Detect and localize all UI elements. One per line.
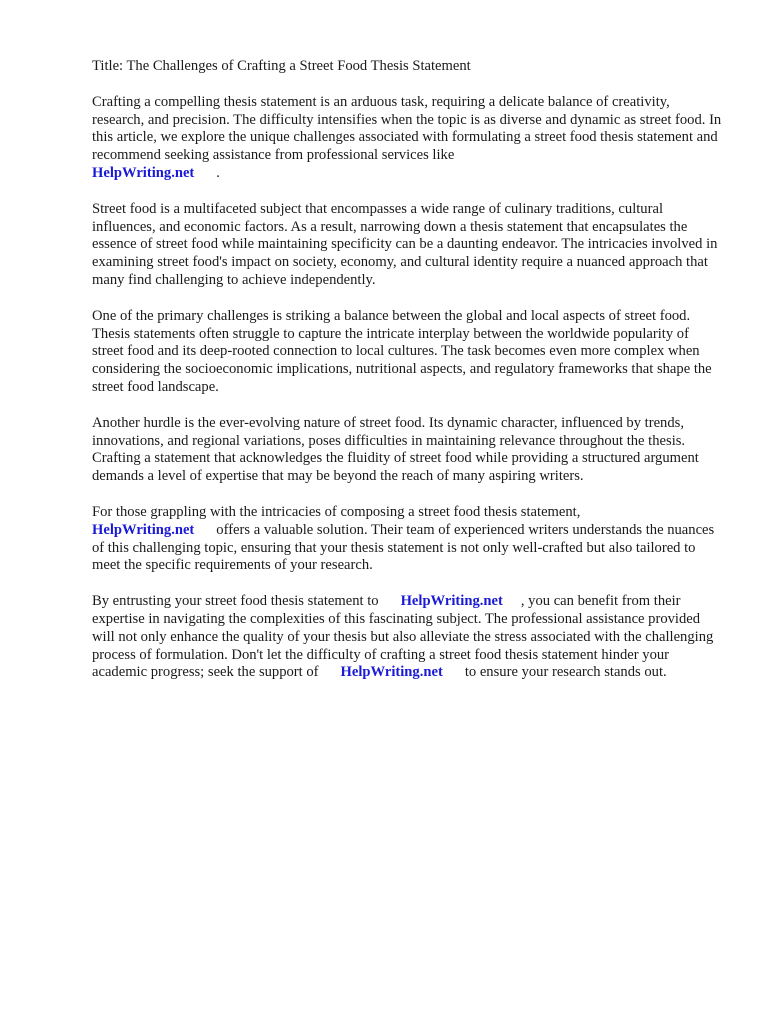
paragraph-intro-tail: . — [216, 164, 220, 181]
paragraph-intro-text: Crafting a compelling thesis statement is an arduous task, requiring a delicate balance of creativity, research, and precision. The difficulty intensifies when the topic is as diverse and dynamic as street food. In this article, we explore the unique challenges associated with formulating a street food thesis statement and recommend seeking assistance from professional services like — [92, 93, 722, 164]
paragraph-intro — [92, 94, 722, 183]
paragraph-conclusion-middle: , you can benefit from their expertise in navigating the complexities of this fascinating subject. The professional assistance provided will not only enhance the quality of your thesis but also alleviate the stress associated with the challenging process of formulation. Don't let the difficulty of crafting a street food thesis statement hinder your academic progress; seek the support of — [92, 593, 714, 681]
paragraph-solution-tail: offers a valuable solution. Their team of experienced writers understands the nuances of this challenging topic, ensuring that your thesis statement is not only well-crafted but also tailored to meet the specific requirements of your research. — [92, 521, 715, 574]
paragraph-multifaceted: Street food is a multifaceted subject that encompasses a wide range of culinary traditions, cultural influences, and economic factors. As a result, narrowing down a thesis statement that encapsulates the essence of street food while maintaining specificity can be a daunting endeavor. The intricacies involved in examining street food's impact on society, economy, and cultural identity require a nuanced approach that many find challenging to achieve independently. — [92, 200, 718, 288]
paragraph-evolving: Another hurdle is the ever-evolving nature of street food. Its dynamic character, influenced by trends, innovations, and regional variations, poses difficulties in maintaining relevance throughout the thesis. Crafting a statement that acknowledges the fluidity of street food while providing a structured argument demands a level of expertise that may be beyond the reach of many aspiring writers. — [92, 414, 699, 485]
document-title: Title: The Challenges of Crafting a Street Food Thesis Statement — [92, 58, 471, 74]
paragraph-conclusion-lead: By entrusting your street food thesis statement to — [92, 593, 379, 610]
paragraph-conclusion — [92, 593, 722, 682]
helpwriting-link[interactable]: HelpWriting.net — [92, 164, 195, 181]
paragraph-global-local: One of the primary challenges is striking a balance between the global and local aspects of street food. Thesis statements often struggle to capture the intricate interplay between the worldwide popularity of street food and its deep-rooted connection to local cultures. The task becomes even more complex when considering the socioeconomic implications, nutritional aspects, and regulatory frameworks that shape the street food landscape. — [92, 307, 712, 395]
helpwriting-link[interactable]: HelpWriting.net — [400, 593, 503, 610]
helpwriting-link[interactable]: HelpWriting.net — [92, 521, 195, 538]
paragraph-solution — [92, 504, 722, 575]
paragraph-conclusion-tail: to ensure your research stands out. — [464, 664, 667, 681]
paragraph-solution-lead: For those grappling with the intricacies of composing a street food thesis statement, — [92, 503, 581, 520]
helpwriting-link[interactable]: HelpWriting.net — [340, 664, 443, 681]
document-body — [92, 58, 722, 700]
